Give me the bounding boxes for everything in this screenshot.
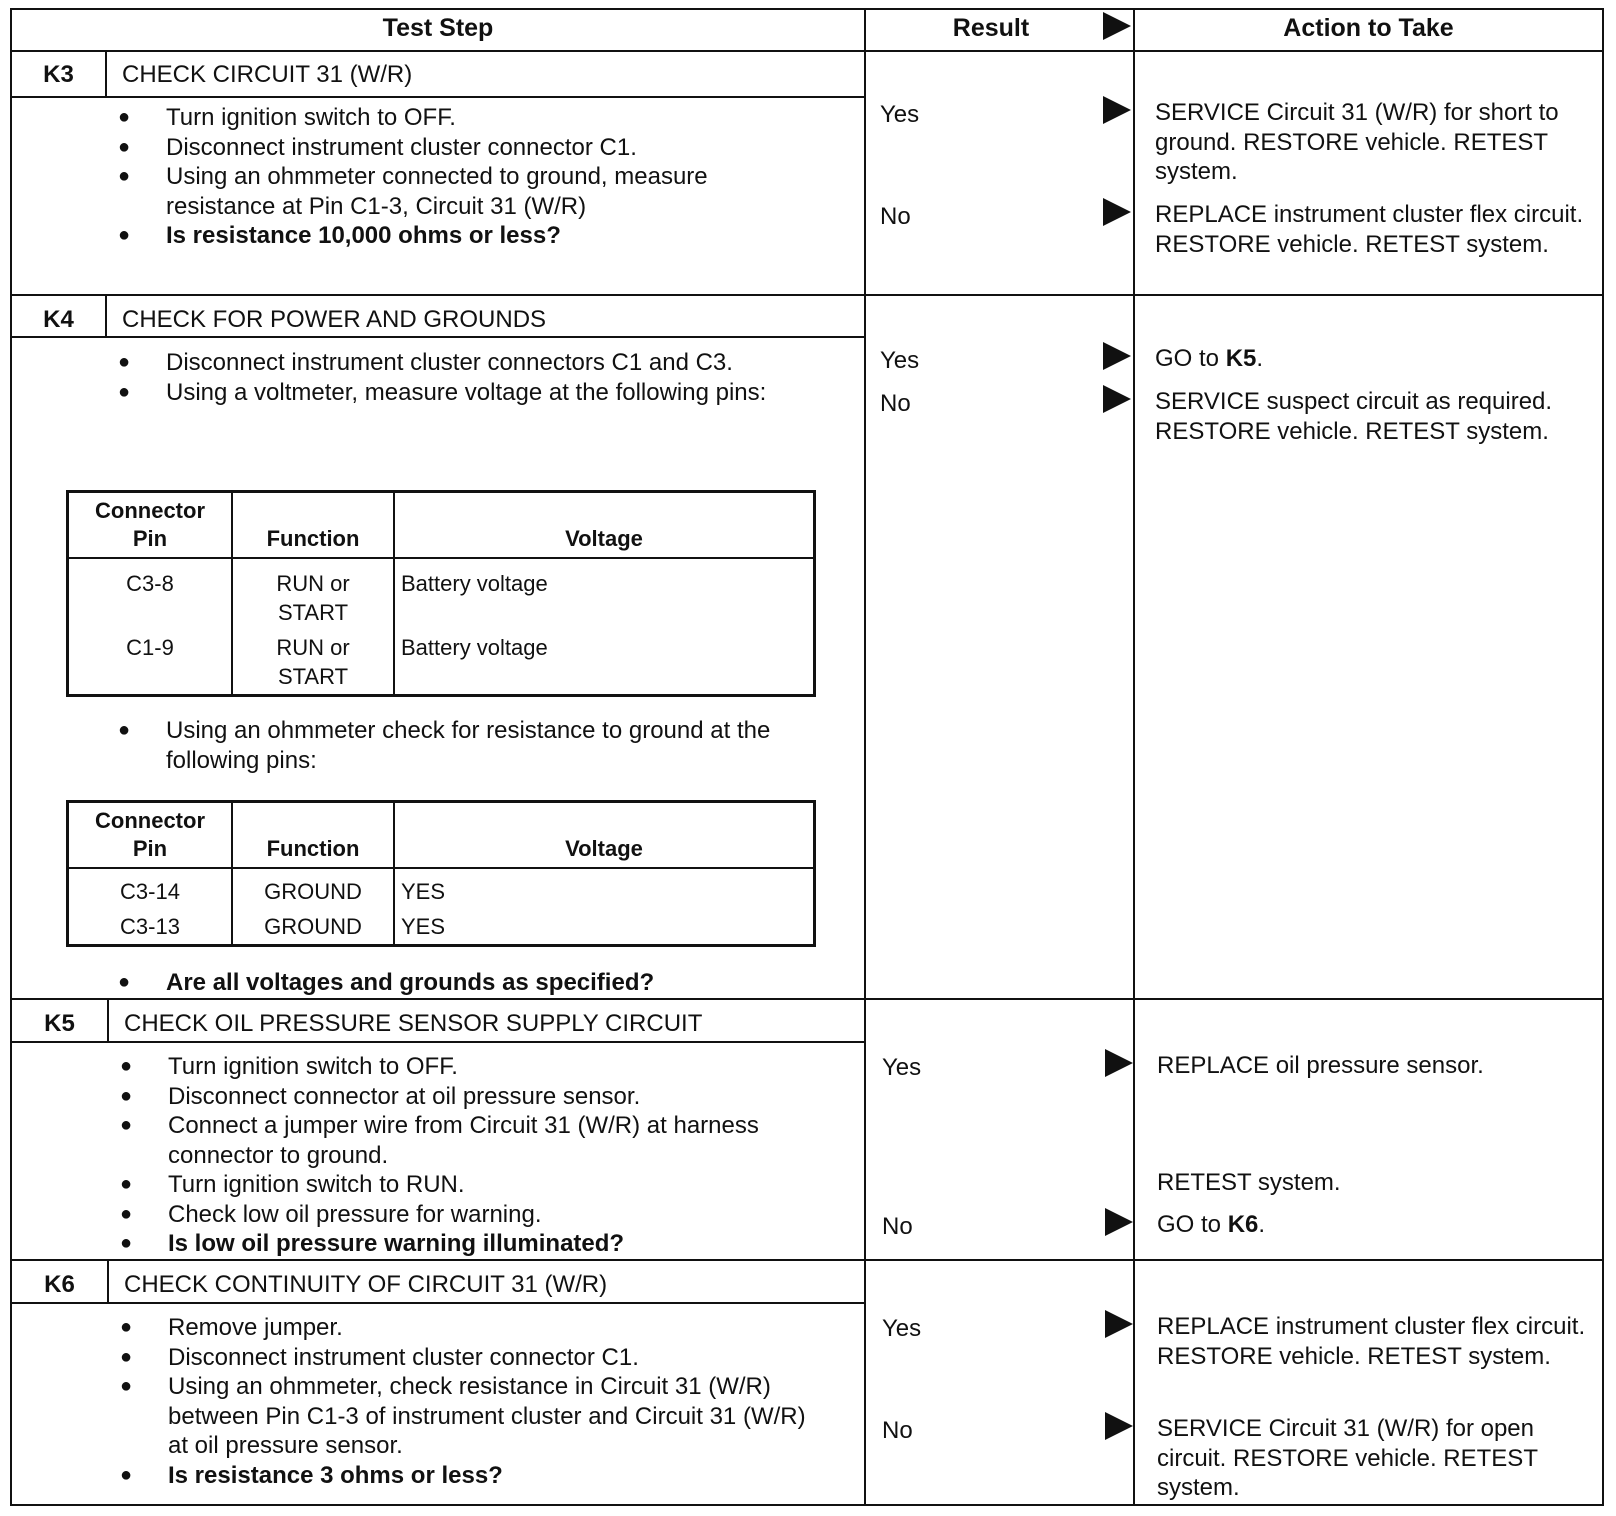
step-separator-k4 bbox=[10, 294, 1604, 296]
action-yes bbox=[1155, 344, 1595, 374]
table-row bbox=[68, 909, 815, 946]
step-id: K3 bbox=[43, 61, 74, 88]
header-action: Action to Take bbox=[1283, 14, 1454, 42]
action-column-divider bbox=[1133, 8, 1135, 1506]
result-no: No bbox=[882, 1417, 913, 1444]
result-arrow-icon bbox=[1103, 342, 1131, 370]
header-arrow-icon bbox=[1103, 12, 1131, 40]
result-no: No bbox=[882, 1213, 913, 1240]
header-result: Result bbox=[952, 14, 1030, 42]
instruction-item: ● Turn ignition switch to OFF. bbox=[118, 103, 818, 133]
step-separator-k5 bbox=[10, 998, 1604, 1000]
action-yes: REPLACE oil pressure sensor. bbox=[1157, 1052, 1484, 1079]
table-row bbox=[68, 868, 815, 909]
table-top-border bbox=[10, 8, 1604, 10]
action-yes: SERVICE Circuit 31 (W/R) for short to ground. RESTORE vehicle. RETEST system. bbox=[1155, 99, 1559, 185]
function-cell: GROUND bbox=[232, 909, 394, 946]
action-no: REPLACE instrument cluster flex circuit. RESTORE vehicle. RETEST system. bbox=[1155, 201, 1584, 258]
action-no-suffix: . bbox=[1258, 1211, 1266, 1238]
result-yes: Yes bbox=[880, 101, 920, 128]
value-cell: YES bbox=[394, 909, 815, 946]
step-instructions bbox=[118, 103, 818, 251]
instruction-item: ● Remove jumper. bbox=[120, 1313, 820, 1343]
instruction-item: ● Using an ohmmeter check for resistance to ground at the following pins: bbox=[118, 716, 818, 775]
instruction-item: ● Using a voltmeter, measure voltage at the following pins: bbox=[118, 378, 818, 408]
table-bottom-border bbox=[10, 1504, 1604, 1506]
step-question: ● Is resistance 10,000 ohms or less? bbox=[118, 221, 818, 251]
step-id: K4 bbox=[43, 306, 74, 333]
step-title: CHECK CIRCUIT 31 (W/R) bbox=[122, 61, 413, 88]
action-no-text: GO to bbox=[1157, 1211, 1228, 1238]
step-k4-title-divider bbox=[10, 336, 866, 338]
result-arrow-icon bbox=[1103, 96, 1131, 124]
result-no: No bbox=[880, 390, 911, 417]
result-yes: Yes bbox=[882, 1315, 922, 1342]
step-k4-id-divider bbox=[105, 294, 107, 336]
instruction-item: ● Disconnect instrument cluster connector C1. bbox=[118, 133, 818, 163]
instruction-item: ● Using an ohmmeter, check resistance in Circuit 31 (W/R) between Pin C1-3 of instrument cluster and Circuit 31 (W/R) at oil pressure sensor. bbox=[120, 1372, 820, 1461]
instruction-item: ● Disconnect connector at oil pressure sensor. bbox=[120, 1082, 820, 1112]
table-row bbox=[68, 630, 815, 696]
step-k3-title-divider bbox=[10, 96, 866, 98]
ground-table bbox=[66, 800, 816, 947]
step-k6-title-divider bbox=[10, 1302, 866, 1304]
result-arrow-icon bbox=[1105, 1310, 1133, 1338]
action-yes-retest: RETEST system. bbox=[1157, 1169, 1341, 1196]
column-header: Function bbox=[232, 802, 394, 869]
instruction-item: ● Disconnect instrument cluster connector C1. bbox=[120, 1343, 820, 1373]
column-header: Connector Pin bbox=[68, 802, 233, 869]
column-header: Function bbox=[232, 492, 394, 559]
result-yes: Yes bbox=[882, 1054, 922, 1081]
table-row bbox=[68, 558, 815, 630]
result-arrow-icon bbox=[1105, 1208, 1133, 1236]
action-yes-text: GO to bbox=[1155, 345, 1226, 372]
value-cell: Battery voltage bbox=[394, 558, 815, 630]
step-instructions bbox=[120, 1052, 820, 1259]
result-arrow-icon bbox=[1105, 1049, 1133, 1077]
column-header: Voltage bbox=[394, 802, 815, 869]
column-header: Voltage bbox=[394, 492, 815, 559]
step-k5-title-divider bbox=[10, 1041, 866, 1043]
pin-cell: C3-8 bbox=[126, 571, 174, 596]
step-question: ● Is low oil pressure warning illuminated? bbox=[120, 1229, 820, 1259]
instruction-item: ● Turn ignition switch to OFF. bbox=[120, 1052, 820, 1082]
step-k5-id-divider bbox=[107, 998, 109, 1041]
result-yes: Yes bbox=[880, 347, 920, 374]
step-question: ● Is resistance 3 ohms or less? bbox=[120, 1461, 820, 1491]
instruction-item: ● Turn ignition switch to RUN. bbox=[120, 1170, 820, 1200]
result-column-divider bbox=[864, 8, 866, 1506]
step-instructions bbox=[120, 1313, 820, 1490]
pin-cell: C3-13 bbox=[120, 914, 180, 939]
header-test-step: Test Step bbox=[382, 14, 494, 42]
result-arrow-icon bbox=[1103, 198, 1131, 226]
function-cell: RUN or START bbox=[232, 558, 394, 630]
step-title: CHECK OIL PRESSURE SENSOR SUPPLY CIRCUIT bbox=[124, 1010, 703, 1037]
step-id: K5 bbox=[44, 1010, 75, 1037]
function-cell: RUN or START bbox=[232, 630, 394, 696]
result-arrow-icon bbox=[1105, 1412, 1133, 1440]
action-no: SERVICE suspect circuit as required. RESTORE vehicle. RETEST system. bbox=[1155, 388, 1553, 445]
function-cell: GROUND bbox=[232, 868, 394, 909]
table-right-border bbox=[1602, 8, 1604, 1506]
result-no: No bbox=[880, 203, 911, 230]
header-divider bbox=[10, 50, 1604, 52]
value-cell: YES bbox=[394, 868, 815, 909]
step-title: CHECK FOR POWER AND GROUNDS bbox=[122, 306, 547, 333]
step-separator-k6 bbox=[10, 1259, 1604, 1261]
step-instructions bbox=[118, 348, 818, 407]
column-header: Connector Pin bbox=[68, 492, 233, 559]
step-id: K6 bbox=[44, 1271, 75, 1298]
step-k6-id-divider bbox=[107, 1259, 109, 1302]
pin-cell: C1-9 bbox=[126, 635, 174, 660]
action-no-target: K6 bbox=[1227, 1211, 1259, 1238]
instruction-item: ● Check low oil pressure for warning. bbox=[120, 1200, 820, 1230]
value-cell: Battery voltage bbox=[394, 630, 815, 696]
step-k3-id-divider bbox=[105, 50, 107, 96]
action-no: SERVICE Circuit 31 (W/R) for open circuit. RESTORE vehicle. RETEST system. bbox=[1157, 1415, 1538, 1501]
action-yes-suffix: . bbox=[1256, 345, 1264, 372]
instruction-item: ● Disconnect instrument cluster connectors C1 and C3. bbox=[118, 348, 818, 378]
step-title: CHECK CONTINUITY OF CIRCUIT 31 (W/R) bbox=[124, 1271, 608, 1298]
step-instructions bbox=[118, 968, 838, 998]
voltage-table bbox=[66, 490, 816, 697]
action-no bbox=[1157, 1210, 1597, 1240]
instruction-item: ● Using an ohmmeter connected to ground, measure resistance at Pin C1-3, Circuit 31 (W/R) bbox=[118, 162, 818, 221]
step-instructions bbox=[118, 716, 818, 775]
instruction-item: ● Connect a jumper wire from Circuit 31 (W/R) at harness connector to ground. bbox=[120, 1111, 820, 1170]
action-yes: REPLACE instrument cluster flex circuit. RESTORE vehicle. RETEST system. bbox=[1157, 1313, 1586, 1370]
pin-cell: C3-14 bbox=[120, 879, 180, 904]
step-question: ● Are all voltages and grounds as specified? bbox=[118, 968, 838, 998]
result-arrow-icon bbox=[1103, 385, 1131, 413]
action-yes-target: K5 bbox=[1225, 345, 1257, 372]
